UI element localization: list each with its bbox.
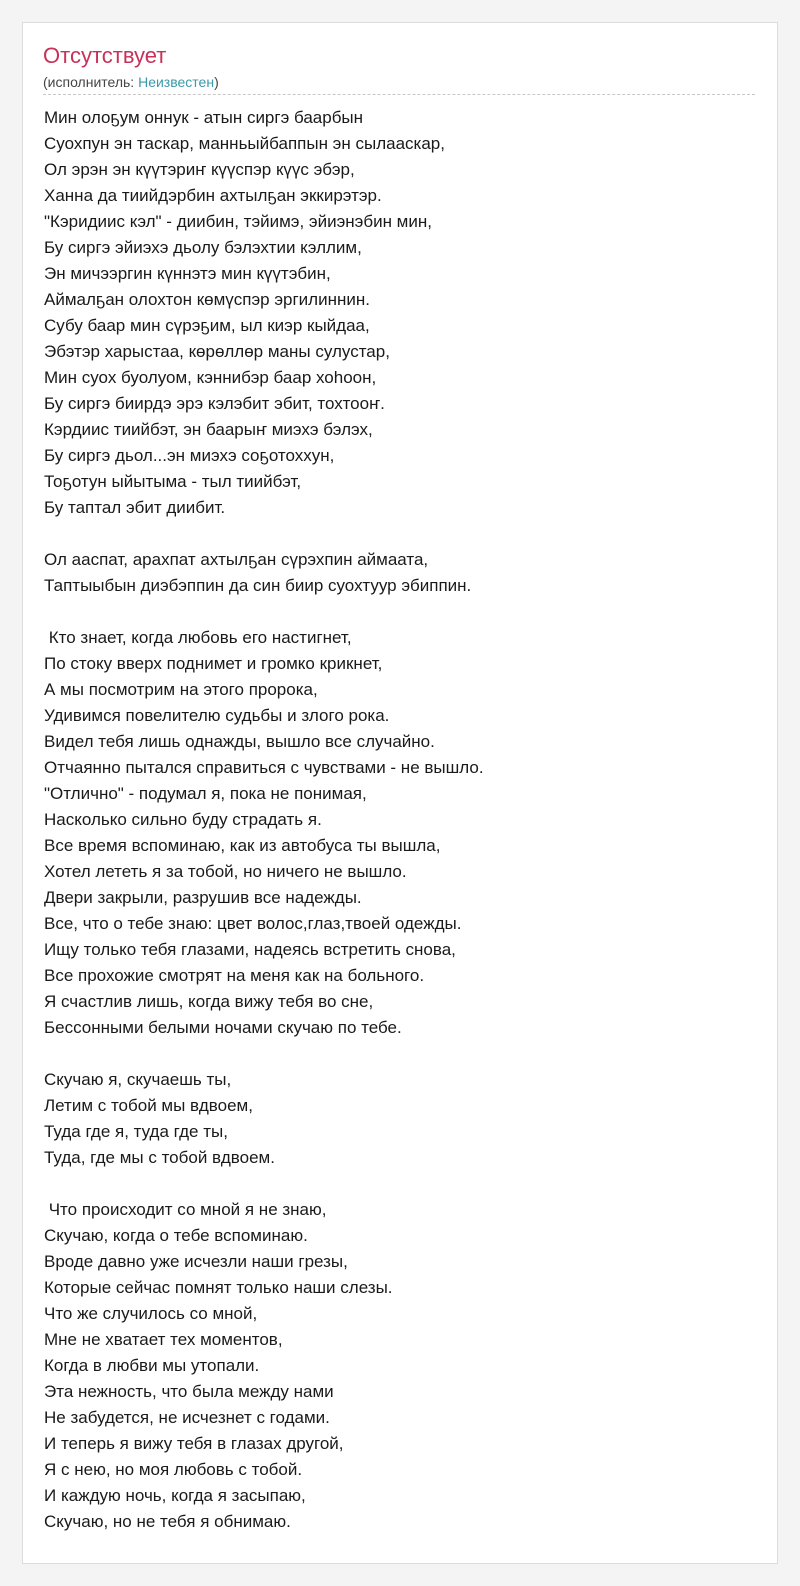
artist-line [43, 73, 219, 91]
lyrics-line: Двери закрыли, разрушив все надежды. [44, 888, 362, 907]
lyrics-line: Эбэтэр харыстаа, көрөллөр маны сулустар, [44, 342, 390, 361]
lyrics-line: Скучаю, когда о тебе вспоминаю. [44, 1226, 308, 1245]
artist-link[interactable]: Неизвестен [138, 74, 215, 90]
lyrics-line: "Кэридиис кэл" - диибин, тэйимэ, эйиэнэбин мин, [44, 212, 432, 231]
lyrics-line: Все время вспоминаю, как из автобуса ты вышла, [44, 836, 441, 855]
lyrics-line: Вроде давно уже исчезли наши грезы, [44, 1252, 348, 1271]
lyrics-line: Суохпун эн таскар, манньыйбаппын эн сылааскар, [44, 134, 445, 153]
lyrics-line: Ханна да тиийдэрбин ахтылҕан эккирэтэр. [44, 186, 382, 205]
lyrics-line: Эн мичээргин күннэтэ мин күүтэбин, [44, 264, 331, 283]
lyrics-line: Мин олоҕум оннук - атын сиргэ баарбын [44, 108, 364, 127]
lyrics-line: Скучаю я, скучаешь ты, [44, 1070, 232, 1089]
lyrics-line: Что же случилось со мной, [44, 1304, 258, 1323]
lyrics-line: Бу сиргэ биирдэ эрэ кэлэбит эбит, тохтооҥ. [44, 394, 385, 413]
lyrics-line: Не забудется, не исчезнет с годами. [44, 1408, 330, 1427]
lyrics-line: Туда где я, туда где ты, [44, 1122, 228, 1141]
lyrics-line: Бу таптал эбит диибит. [44, 498, 226, 517]
lyrics-line: Таптыыбын диэбэппин да син биир суохтуур эбиппин. [44, 576, 472, 595]
lyrics-line: Насколько сильно буду страдать я. [44, 810, 322, 829]
lyrics-line: И каждую ночь, когда я засыпаю, [44, 1486, 306, 1505]
lyrics-line: И теперь я вижу тебя в глазах другой, [44, 1434, 344, 1453]
song-title: Отсутствует [43, 43, 167, 68]
lyrics-line: Кто знает, когда любовь его настигнет, [44, 628, 352, 647]
lyrics-line: А мы посмотрим на этого пророка, [44, 680, 318, 699]
lyrics-blank-line [44, 521, 764, 547]
lyrics-line: Удивимся повелителю судьбы и злого рока. [44, 706, 390, 725]
lyrics-line: Которые сейчас помнят только наши слезы. [44, 1278, 393, 1297]
artist-suffix: ) [214, 74, 219, 90]
lyrics-line: Хотел лететь я за тобой, но ничего не вышло. [44, 862, 407, 881]
lyrics-blank-line [44, 599, 764, 625]
lyrics-line: Что происходит со мной я не знаю, [44, 1200, 327, 1219]
lyrics-line: Эта нежность, что была между нами [44, 1382, 334, 1401]
lyrics-line: Субу баар мин сүрэҕим, ыл киэр кыйдаа, [44, 316, 370, 335]
lyrics-line: Ол аaспат, арахпат ахтылҕан сүрэхпин аймаата, [44, 550, 429, 569]
lyrics-line: Когда в любви мы утопали. [44, 1356, 260, 1375]
lyrics-line: Мин суох буолуом, кэннибэр баар хоһоон, [44, 368, 377, 387]
lyrics-line: Отчаянно пытался справиться с чувствами - не вышло. [44, 758, 484, 777]
lyrics-blank-line [44, 1171, 764, 1197]
lyrics-line: По стоку вверх поднимет и громко крикнет, [44, 654, 383, 673]
lyrics-line: Скучаю, но не тебя я обнимаю. [44, 1512, 291, 1531]
lyrics-line: Летим с тобой мы вдвоем, [44, 1096, 253, 1115]
lyrics-line: Ищу только тебя глазами, надеясь встретить снова, [44, 940, 456, 959]
lyrics-line: Туда, где мы с тобой вдвоем. [44, 1148, 275, 1167]
lyrics-line: Я счастлив лишь, когда вижу тебя во сне, [44, 992, 374, 1011]
lyrics-line: Бу сиргэ дьол...эн миэхэ соҕотоххун, [44, 446, 335, 465]
artist-prefix: (исполнитель: [43, 74, 139, 90]
lyrics-line: Ол эрэн эн күүтэриҥ күүспэр күүс эбэр, [44, 160, 355, 179]
lyrics-card [22, 22, 778, 1564]
lyrics-line: Кэрдиис тиийбэт, эн баарыҥ миэхэ бэлэх, [44, 420, 373, 439]
lyrics-line: "Отлично" - подумал я, пока не понимая, [44, 784, 367, 803]
lyrics-line: Тоҕотун ыйытыма - тыл тиийбэт, [44, 472, 302, 491]
lyrics-line: Все, что о тебе знаю: цвет волос,глаз,твоей одежды. [44, 914, 462, 933]
lyrics-text [44, 105, 764, 1535]
lyrics-line: Аймалҕан олохтон көмүспэр эргилиннин. [44, 290, 370, 309]
dashed-divider [43, 94, 755, 95]
lyrics-blank-line [44, 1041, 764, 1067]
lyrics-line: Все прохожие смотрят на меня как на больного. [44, 966, 425, 985]
lyrics-line: Бу сиргэ эйиэхэ дьолу бэлэхтии кэллим, [44, 238, 362, 257]
lyrics-line: Я с нею, но моя любовь с тобой. [44, 1460, 303, 1479]
lyrics-line: Бессонными белыми ночами скучаю по тебе. [44, 1018, 402, 1037]
lyrics-line: Мне не хватает тех моментов, [44, 1330, 283, 1349]
lyrics-line: Видел тебя лишь однажды, вышло все случайно. [44, 732, 435, 751]
